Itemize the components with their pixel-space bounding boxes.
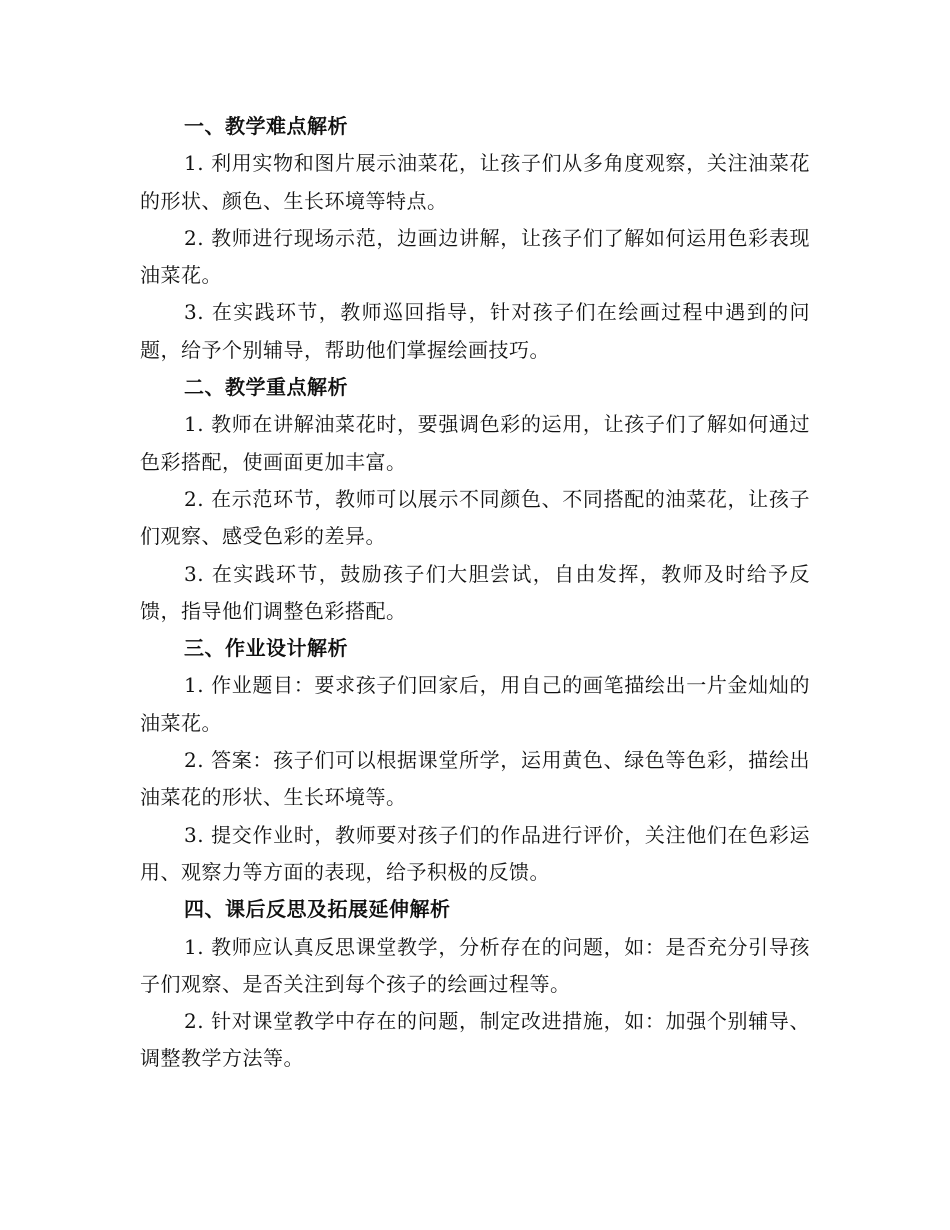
paragraph: 3. 在实践环节，鼓励孩子们大胆尝试，自由发挥，教师及时给予反馈，指导他们调整色彩搭配。: [140, 561, 810, 623]
paragraph: 1. 教师在讲解油菜花时，要强调色彩的运用，让孩子们了解如何通过色彩搭配，使画面更加丰富。: [140, 412, 810, 474]
paragraph: 1. 教师应认真反思课堂教学，分析存在的问题，如：是否充分引导孩子们观察、是否关注到每个孩子的绘画过程等。: [140, 934, 810, 996]
section-heading-difficulties: 一、教学难点解析: [184, 114, 348, 138]
paragraph: 1. 利用实物和图片展示油菜花，让孩子们从多角度观察，关注油菜花的形状、颜色、生长环境等特点。: [140, 151, 810, 213]
paragraph: 2. 在示范环节，教师可以展示不同颜色、不同搭配的油菜花，让孩子们观察、感受色彩的差异。: [140, 486, 810, 549]
paragraph: 2. 答案：孩子们可以根据课堂所学，运用黄色、绿色等色彩，描绘出油菜花的形状、生长环境等。: [140, 748, 810, 810]
paragraph: 3. 提交作业时，教师要对孩子们的作品进行评价，关注他们在色彩运用、观察力等方面的表现，给予积极的反馈。: [140, 822, 810, 884]
section-heading-key-points: 二、教学重点解析: [184, 375, 348, 400]
paragraph: 1. 作业题目：要求孩子们回家后，用自己的画笔描绘出一片金灿灿的油菜花。: [140, 673, 810, 735]
paragraph: 2. 教师进行现场示范，边画边讲解，让孩子们了解如何运用色彩表现油菜花。: [140, 225, 810, 288]
section-heading-homework: 三、作业设计解析: [184, 636, 348, 661]
section-heading-reflection: 四、课后反思及拓展延伸解析: [184, 897, 451, 922]
paragraph: 2. 针对课堂教学中存在的问题，制定改进措施，如：加强个别辅导、调整教学方法等。: [140, 1009, 810, 1071]
paragraph: 3. 在实践环节，教师巡回指导，针对孩子们在绘画过程中遇到的问题，给予个别辅导，帮助他们掌握绘画技巧。: [140, 300, 810, 362]
